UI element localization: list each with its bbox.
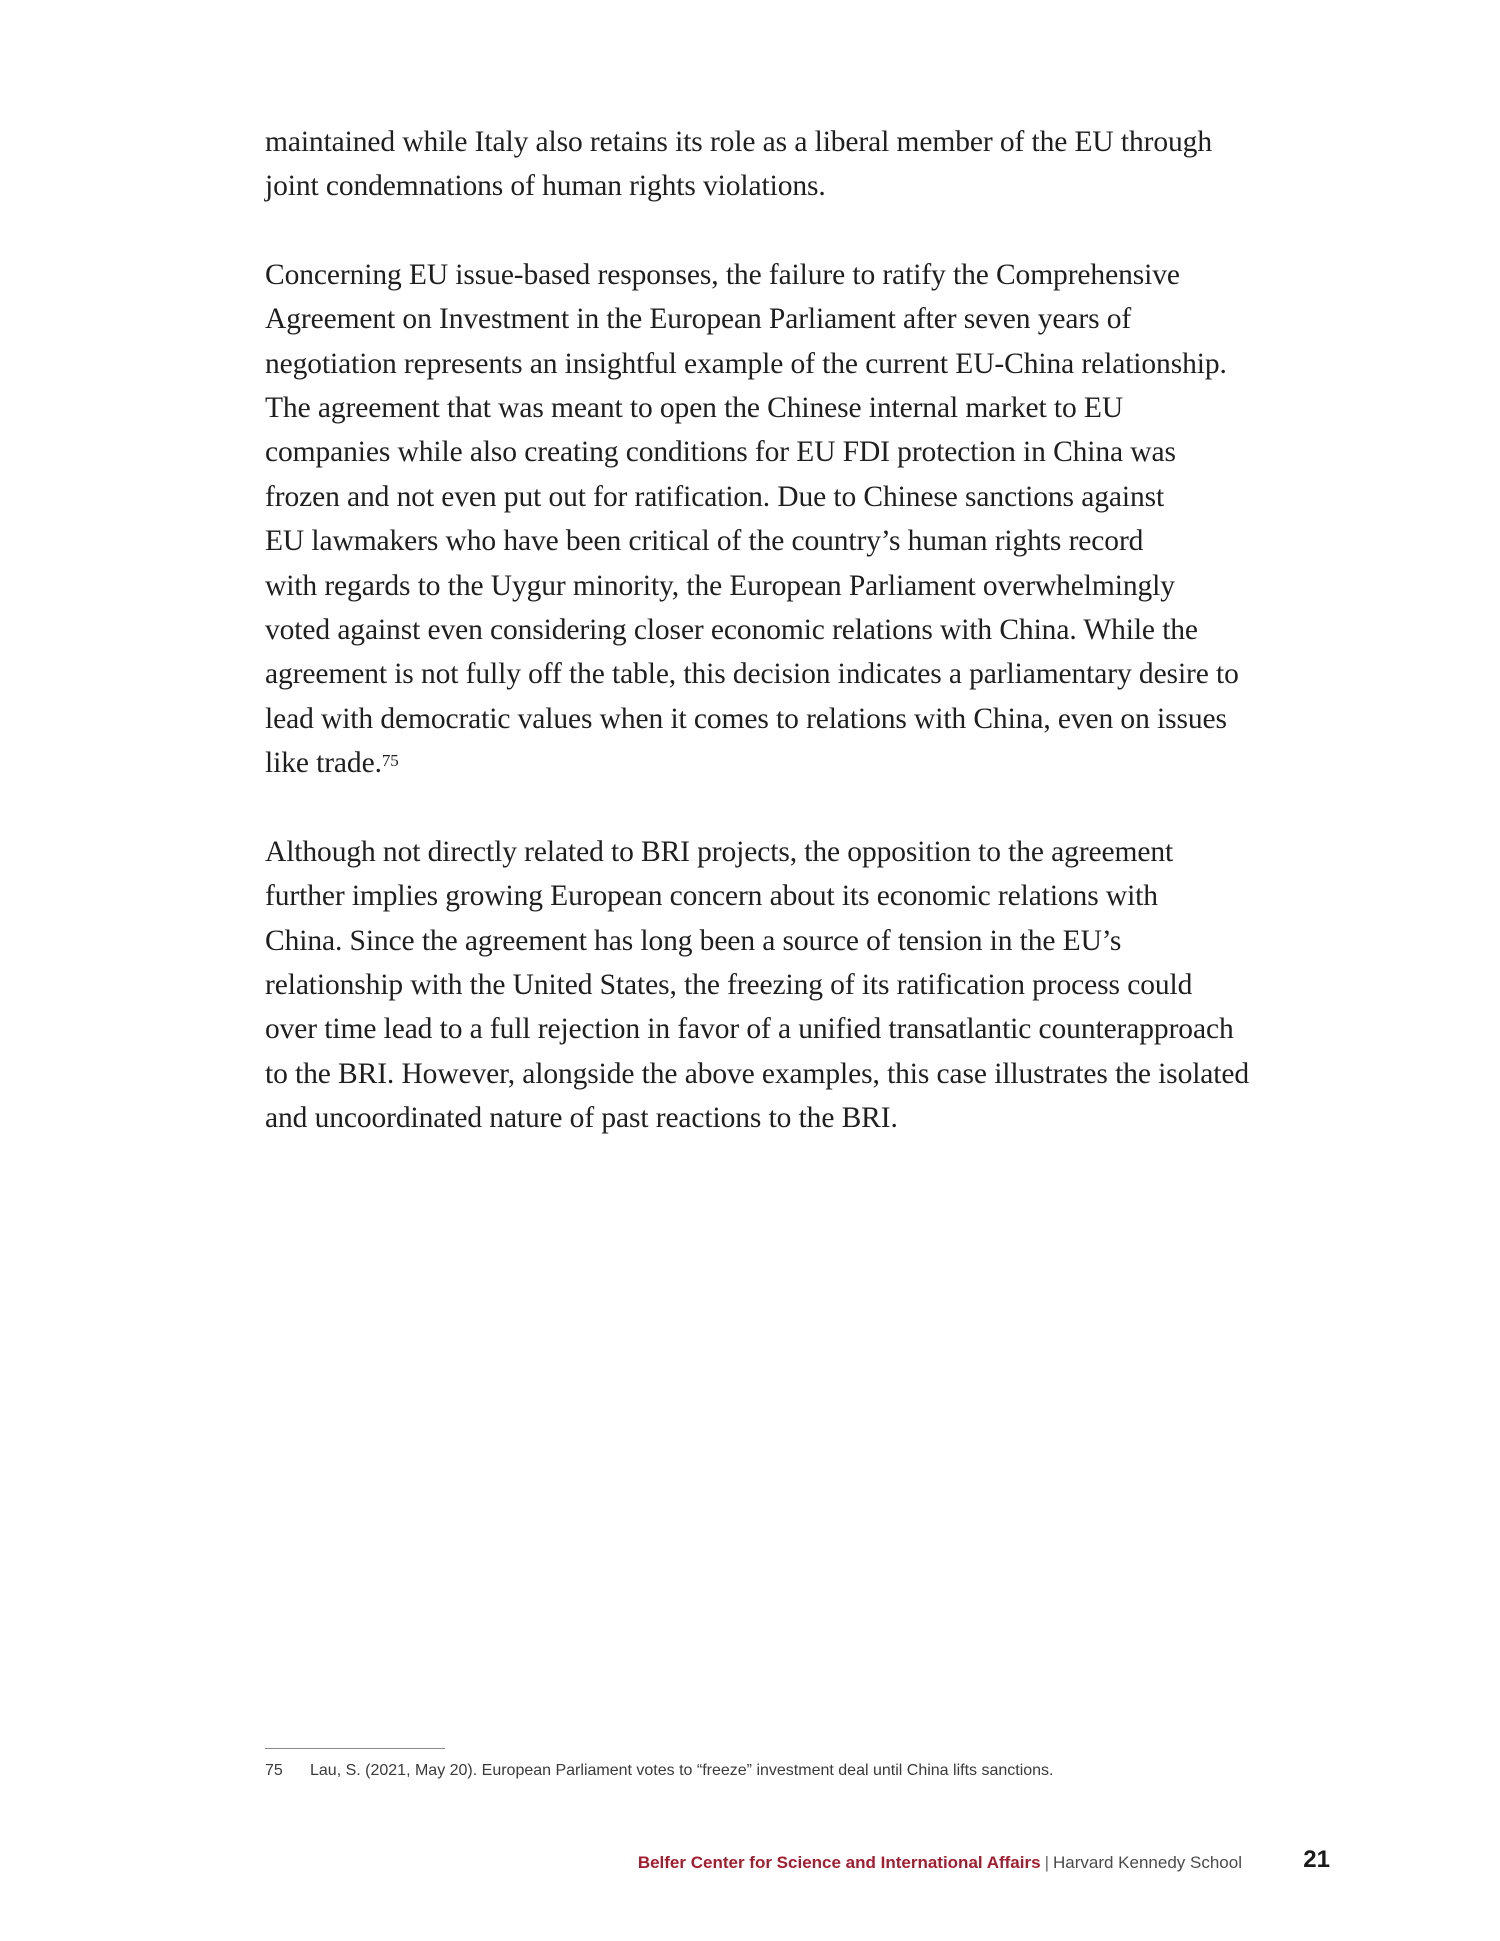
text-line: Agreement on Investment in the European Parliament after seven years of	[265, 303, 1132, 336]
text-line: lead with democratic values when it comes to relations with China, even on issues	[265, 702, 1227, 735]
text-line: relationship with the United States, the freezing of its ratification process could	[265, 968, 1193, 1001]
paragraph	[265, 253, 1245, 786]
text-line: negotiation represents an insightful example of the current EU-China relationship.	[265, 347, 1227, 380]
text-line: voted against even considering closer economic relations with China. While the	[265, 614, 1198, 647]
text-line: to the BRI. However, alongside the above examples, this case illustrates the isolated	[265, 1057, 1250, 1090]
footnote-number: 75	[265, 1762, 283, 1779]
footnote-reference[interactable]: 75	[381, 751, 399, 771]
text-line: maintained while Italy also retains its role as a liberal member of the EU through	[265, 126, 1212, 158]
footer-separator: |	[1044, 1853, 1049, 1872]
footnote-text: Lau, S. (2021, May 20). European Parliament votes to “freeze” investment deal until China lifts sanctions.	[310, 1762, 1054, 1779]
page-number: 21	[1303, 1846, 1330, 1873]
footnote-divider	[265, 1748, 445, 1749]
text-line: agreement is not fully off the table, this decision indicates a parliamentary desire to	[265, 658, 1239, 691]
footer-school: Harvard Kennedy School	[1052, 1853, 1242, 1872]
paragraph	[265, 120, 1245, 209]
text-line: frozen and not even put out for ratification. Due to Chinese sanctions against	[265, 480, 1165, 513]
text-line: and uncoordinated nature of past reactions to the BRI.	[265, 1102, 898, 1135]
text-line: Concerning EU issue-based responses, the failure to ratify the Comprehensive	[265, 258, 1180, 291]
text-line: Although not directly related to BRI projects, the opposition to the agreement	[265, 835, 1174, 868]
text-line: with regards to the Uygur minority, the European Parliament overwhelmingly	[265, 569, 1175, 602]
text-line: China. Since the agreement has long been a source of tension in the EU’s	[265, 924, 1122, 957]
page-footer	[638, 1853, 1242, 1873]
text-line-with-footnote	[265, 741, 1245, 785]
text-line: joint condemnations of human rights violations.	[265, 170, 826, 203]
text-line: like trade.	[265, 747, 382, 780]
text-line: over time lead to a full rejection in favor of a unified transatlantic counterapproach	[265, 1013, 1234, 1046]
footnote	[265, 1762, 1054, 1780]
text-line: companies while also creating conditions for EU FDI protection in China was	[265, 436, 1176, 469]
text-line: The agreement that was meant to open the Chinese internal market to EU	[265, 392, 1124, 425]
body-text	[265, 120, 1250, 1185]
text-line: further implies growing European concern about its economic relations with	[265, 880, 1158, 913]
paragraph	[265, 830, 1250, 1141]
footer-organization: Belfer Center for Science and International Affairs	[637, 1853, 1041, 1872]
text-line: EU lawmakers who have been critical of the country’s human rights record	[265, 525, 1144, 558]
